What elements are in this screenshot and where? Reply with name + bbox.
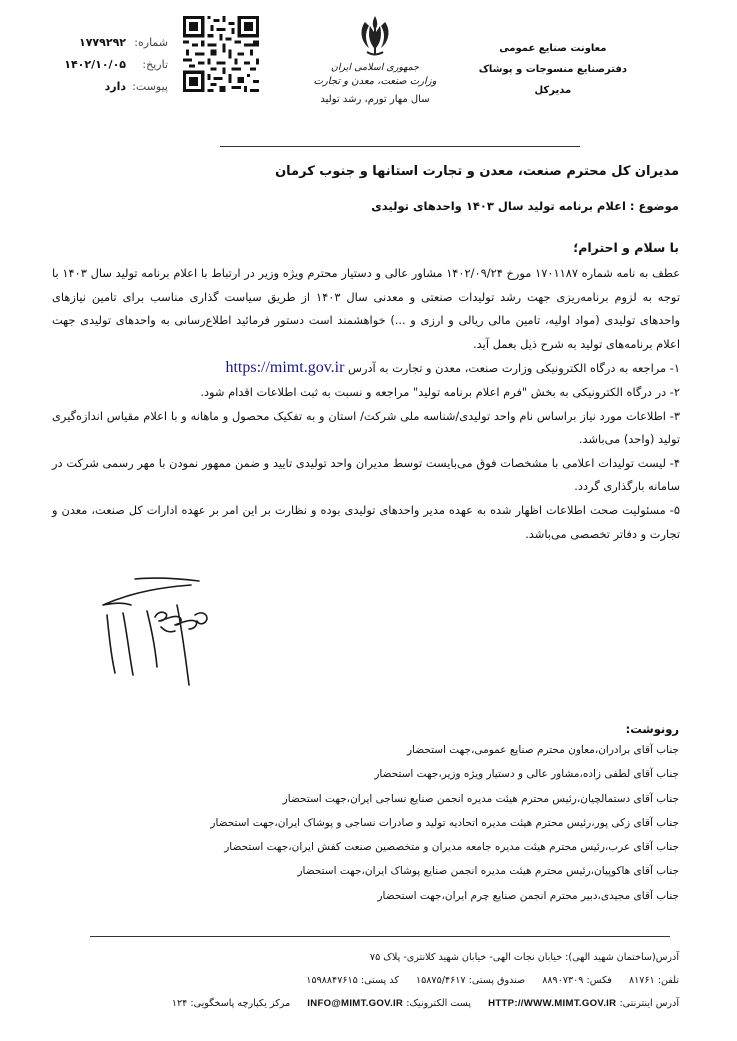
attachment-row xyxy=(68,80,168,102)
date-row xyxy=(64,58,168,80)
cc-item: جناب آقای هاکوپیان،رئیس محترم هیئت مدیره انجمن صنایع پوشاک ایران،جهت استحضار xyxy=(297,865,679,878)
date-value: ۱۴۰۲/۱۰/۰۵ xyxy=(64,58,126,71)
cc-item: جناب آقای مجیدی،دبیر محترم انجمن صنایع چرم ایران،جهت استحضار xyxy=(377,889,679,902)
iran-emblem-icon xyxy=(355,14,395,58)
footer-website-label: آدرس اینترنتی: xyxy=(619,998,679,1009)
footer-email[interactable]: INFO@MIMT.GOV.IR xyxy=(307,998,404,1009)
cc-title: رونوشت: xyxy=(625,722,679,736)
footer-fax: فکس: ۸۸۹۰۷۳۰۹ xyxy=(542,975,612,986)
footer-phone: تلفن: ۸۱۷۶۱ xyxy=(628,975,679,986)
footer-pobox: صندوق پستی: ۱۵۸۷۵/۴۶۱۷ xyxy=(415,975,526,986)
number-label: شماره: xyxy=(134,36,168,49)
attachment-value: دارد xyxy=(104,80,126,93)
item-5: ۵- مسئولیت صحت اطلاعات اظهار شده به عهده مدیر واحدهای تولیدی بوده و نظارت بر این امر بر عهده ادارات کل صنعت، معدن و تجارت و دفاتر تخصصی می‌باشد. xyxy=(52,502,680,541)
number-value: ۱۷۷۹۲۹۲ xyxy=(79,36,126,49)
ministry-text: وزارت صنعت، معدن و تجارت xyxy=(313,76,437,87)
letter-body xyxy=(52,262,680,546)
department-line-2: دفترصنایع منسوجات و پوشاک xyxy=(478,64,627,75)
portal-link[interactable]: https://mimt.gov.ir xyxy=(225,359,345,377)
greeting: با سلام و احترام؛ xyxy=(573,240,679,255)
footer-website[interactable]: HTTP://WWW.MIMT.GOV.IR xyxy=(488,998,617,1009)
number-row xyxy=(68,36,168,58)
cc-list xyxy=(210,738,679,908)
year-slogan: سال مهار تورم، رشد تولید xyxy=(320,94,430,105)
republic-text: جمهوری اسلامی ایران xyxy=(330,62,420,73)
footer-contact-row xyxy=(172,969,679,992)
footer-callcenter: مرکز یکپارچه پاسخگویی: ۱۲۴ xyxy=(171,998,291,1009)
date-label: تاریخ: xyxy=(142,58,168,71)
department-header xyxy=(479,38,627,101)
cc-item: جناب آقای دستمالچیان،رئیس محترم هیئت مدیره انجمن صنایع نساجی ایران،جهت استحضار xyxy=(282,792,679,805)
footer-address: آدرس(ساختمان شهید الهی): خیابان نجات الهی- خیابان شهید کلانتری- پلاک ۷۵ xyxy=(369,952,679,963)
subject-line: موضوع : اعلام برنامه تولید سال ۱۴۰۳ واحدهای تولیدی xyxy=(371,199,679,213)
recipient-line: مدیران کل محترم صنعت، معدن و تجارت استانها و جنوب کرمان xyxy=(275,164,679,179)
item-2: ۲- در درگاه الکترونیکی به بخش "فرم اعلام برنامه تولید" مراجعه و نسبت به ثبت اطلاعات اقدام شود. xyxy=(200,384,680,399)
item-1-text: ۱- مراجعه به درگاه الکترونیکی وزارت صنعت، معدن و تجارت به آدرس xyxy=(348,361,680,376)
ministry-emblem-block xyxy=(300,14,450,109)
intro-paragraph: عطف به نامه شماره ۱۷۰۱۱۸۷ مورخ ۱۴۰۲/۰۹/۲۴ مشاور عالی و دستیار محترم ویژه وزیر در ارتباط با اعلام برنامه تولید سال ۱۴۰۳ با توجه به لزوم برنامه‌ریزی جهت رشد تولیدات صنعتی و معدنی سال ۱۴۰۳ از طریق سیاست گذاری مناسب برای تامین نیازهای واحدهای تولیدی (مواد اولیه، تامین مالی ریالی و ارزی و ...) خواهشمند است دستور فرمائید اطلاع‌رسانی به واحدهای تولیدی جهت اعلام برنامه‌های تولید به شرح ذیل بعمل آید. xyxy=(52,266,680,351)
letter-meta xyxy=(64,36,168,102)
item-1 xyxy=(52,356,680,381)
cc-item: جناب آقای لطفی زاده،مشاور عالی و دستیار ویژه وزیر،جهت استحضار xyxy=(374,768,679,781)
header-divider xyxy=(220,146,580,147)
footer xyxy=(172,946,679,1015)
footer-postal-code: کد پستی: ۱۵۹۸۸۴۷۶۱۵ xyxy=(306,975,399,986)
cc-item: جناب آقای عرب،رئیس محترم هیئت مدیره جامعه مدیران و متخصصین صنعت کفش ایران،جهت استحضار xyxy=(224,841,679,854)
department-line-1: معاونت صنایع عمومی xyxy=(499,43,607,54)
handwritten-signature xyxy=(95,575,225,690)
footer-divider xyxy=(90,936,670,937)
footer-email-label: پست الکترونیک: xyxy=(406,998,472,1009)
footer-web-row xyxy=(172,992,679,1015)
cc-item: جناب آقای زکی پور،رئیس محترم هیئت مدیره اتحادیه تولید و صادرات نساجی و پوشاک ایران،جهت استحضار xyxy=(210,816,679,829)
qr-code-icon xyxy=(183,16,259,92)
item-4: ۴- لیست تولیدات اعلامی با مشخصات فوق می‌بایست توسط مدیران واحد تولیدی تایید و ضمن ممهور نمودن با مهر رسمی شرکت در سامانه بارگذاری گردد. xyxy=(52,455,680,494)
cc-item: جناب آقای برادران،معاون محترم صنایع عمومی،جهت استحضار xyxy=(406,744,679,756)
attachment-label: پیوست: xyxy=(132,80,168,93)
department-line-3: مدیرکل xyxy=(534,85,572,96)
item-3: ۳- اطلاعات مورد نیاز براساس نام واحد تولیدی/شناسه ملی شرکت/ استان و به تفکیک محصول و ماهانه و با اعلام مقیاس اندازه‌گیری تولید (واحد) می‌باشد. xyxy=(52,408,680,447)
